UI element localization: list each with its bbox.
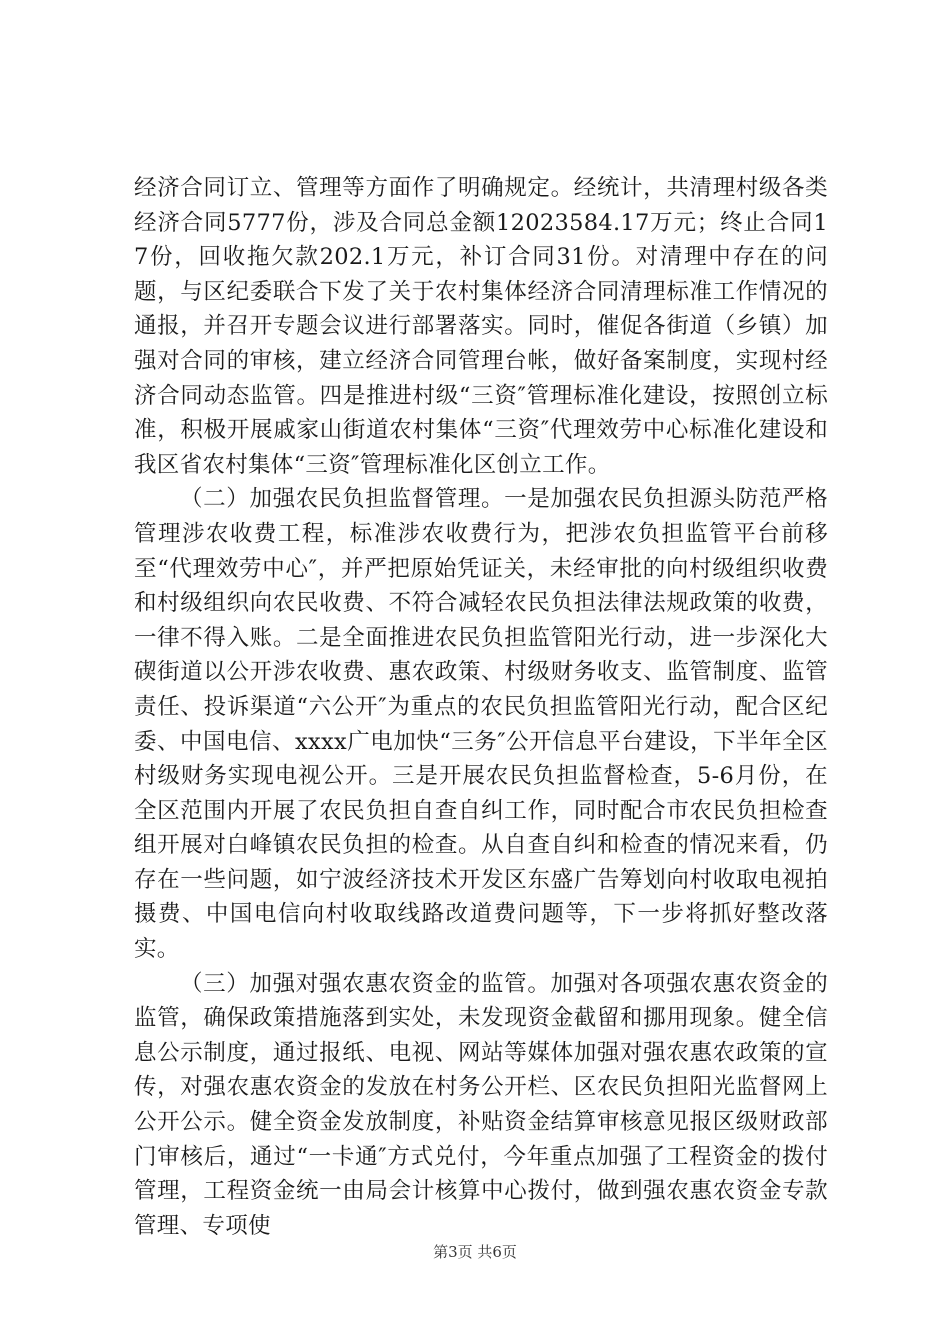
document-body bbox=[134, 171, 828, 1243]
paragraph-subsidy-funds: （三）加强对强农惠农资金的监管。加强对各项强农惠农资金的监管，确保政策措施落到实处，未发现资金截留和挪用现象。健全信息公示制度，通过报纸、电视、网站等媒体加强对强农惠农政策的宣传，对强农惠农资金的发放在村务公开栏、区农民负担阳光监督网上公开公示。健全资金发放制度，补贴资金结算审核意见报区级财政部门审核后，通过“一卡通″方式兑付，今年重点加强了工程资金的拨付管理，工程资金统一由局会计核算中心拨付，做到强农惠农资金专款管理、专项使 bbox=[134, 970, 828, 1239]
page-footer bbox=[0, 1242, 950, 1262]
page-number-label: 第3页 共6页 bbox=[433, 1243, 517, 1261]
paragraph-farmer-burden: （二）加强农民负担监督管理。一是加强农民负担源头防范严格管理涉农收费工程，标准涉农收费行为，把涉农负担监管平台前移至“代理效劳中心″，并严把原始凭证关，未经审批的向村级组织收费和村级组织向农民收费、不符合减轻农民负担法律法规政策的收费，一律不得入账。二是全面推进农民负担监管阳光行动，进一步深化大碶街道以公开涉农收费、惠农政策、村级财务收支、监管制度、监管责任、投诉渠道“六公开″为重点的农民负担监管阳光行动，配合区纪委、中国电信、xxxx广电加快“三务″公开信息平台建设，下半年全区村级财务实现电视公开。三是开展农民负担监督检查，5-6月份，在全区范围内开展了农民负担自查自纠工作，同时配合市农民负担检查组开展对白峰镇农民负担的检查。从自查自纠和检查的情况来看，仍存在一些问题，如宁波经济技术开发区东盛广告筹划向村收取电视拍摄费、中国电信向村收取线路改道费问题等，下一步将抓好整改落实。 bbox=[134, 486, 828, 963]
paragraph-contract-management: 经济合同订立、管理等方面作了明确规定。经统计，共清理村级各类经济合同5777份，涉及合同总金额12023584.17万元；终止合同17份，回收拖欠款202.1万元，补订合同31份。对清理中存在的问题，与区纪委联合下发了关于农村集体经济合同清理标准工作情况的通报，并召开专题会议进行部署落实。同时，催促各街道（乡镇）加强对合同的审核，建立经济合同管理台帐，做好备案制度，实现村经济合同动态监管。四是推进村级“三资″管理标准化建设，按照创立标准，积极开展戚家山街道农村集体“三资″代理效劳中心标准化建设和我区省农村集体“三资″管理标准化区创立工作。 bbox=[134, 175, 828, 478]
